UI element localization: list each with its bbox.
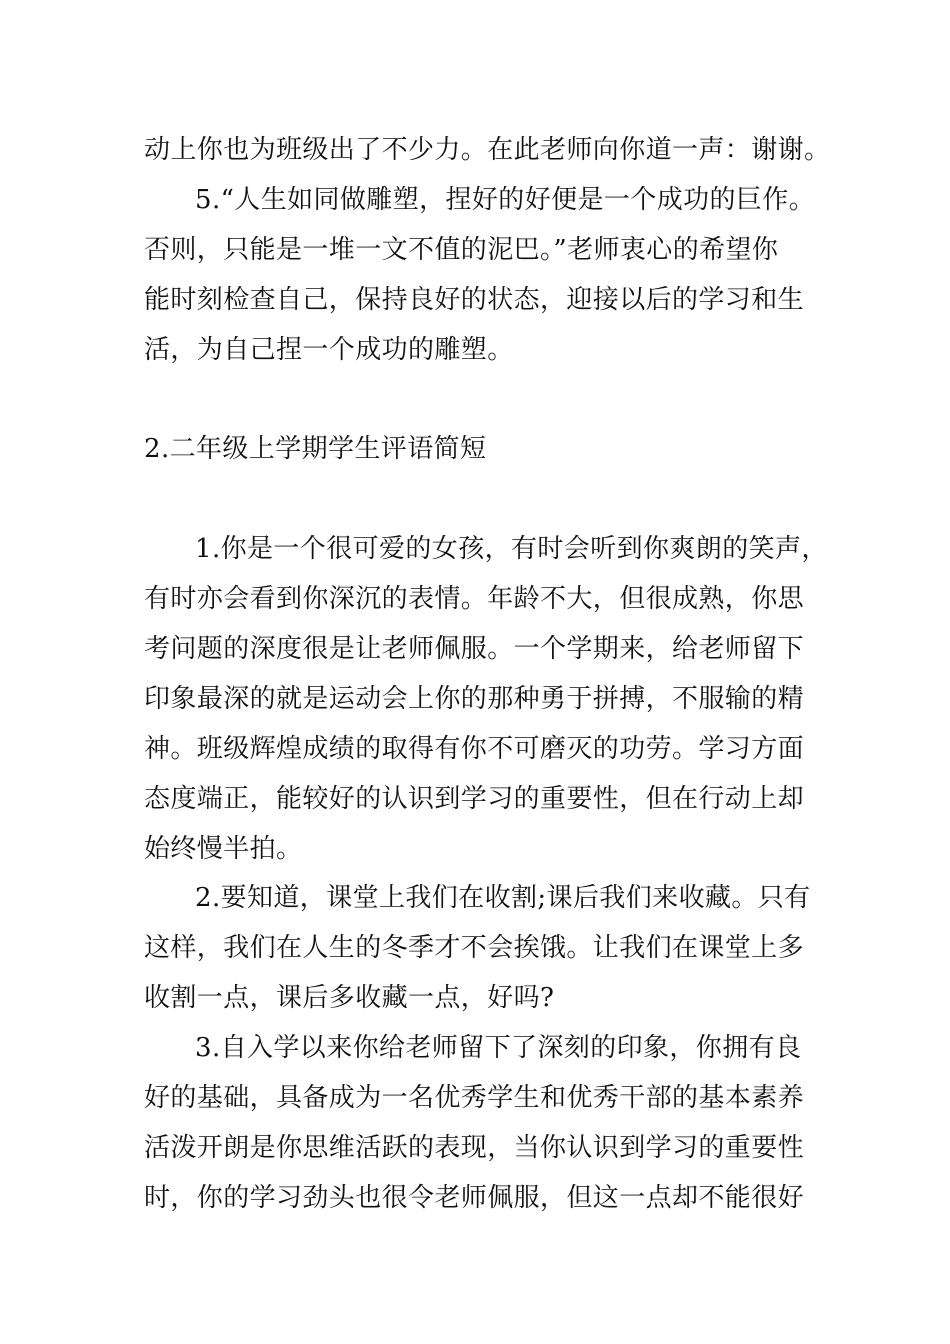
text-line: 2.要知道，课堂上我们在收割;课后我们来收藏。只有 <box>195 883 811 913</box>
text-line: 收割一点，课后多收藏一点，好吗? <box>144 983 555 1013</box>
text-line: 印象最深的就是运动会上你的那种勇于拼搏，不服输的精 <box>144 684 805 714</box>
text-line: 5.“人生如同做雕塑，捏好的好便是一个成功的巨作。 <box>195 185 816 215</box>
text-line: 能时刻检查自己，保持良好的状态，迎接以后的学习和生 <box>144 285 805 315</box>
text-line: 这样，我们在人生的冬季才不会挨饿。让我们在课堂上多 <box>144 933 805 963</box>
text-line: 态度端正，能较好的认识到学习的重要性，但在行动上却 <box>144 784 805 814</box>
text-line: 活，为自己捏一个成功的雕塑。 <box>144 335 514 365</box>
text-line: 时，你的学习劲头也很令老师佩服，但这一点却不能很好 <box>144 1183 805 1213</box>
text-line: 有时亦会看到你深沉的表情。年龄不大，但很成熟，你思 <box>144 584 805 614</box>
text-line: 活泼开朗是你思维活跃的表现，当你认识到学习的重要性 <box>144 1133 805 1163</box>
text-line: 1.你是一个很可爱的女孩，有时会听到你爽朗的笑声， <box>195 534 828 564</box>
section-heading: 2.二年级上学期学生评语简短 <box>144 434 487 464</box>
text-line: 3.自入学以来你给老师留下了深刻的印象，你拥有良 <box>195 1033 802 1063</box>
text-line: 神。班级辉煌成绩的取得有你不可磨灭的功劳。学习方面 <box>144 734 805 764</box>
text-line: 始终慢半拍。 <box>144 834 303 864</box>
text-line: 考问题的深度很是让老师佩服。一个学期来，给老师留下 <box>144 634 805 664</box>
text-line: 好的基础，具备成为一名优秀学生和优秀干部的基本素养 <box>144 1083 805 1113</box>
text-line: 动上你也为班级出了不少力。在此老师向你道一声：谢谢。 <box>144 135 831 165</box>
text-line: 否则，只能是一堆一文不值的泥巴。”老师衷心的希望你 <box>144 235 779 265</box>
